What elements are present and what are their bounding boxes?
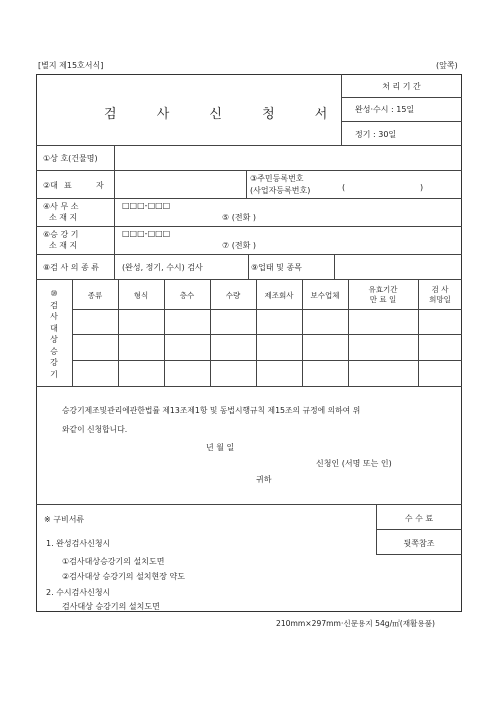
resident-no-open: (: [342, 183, 346, 192]
column-header-wish-date-l2: 희망일: [429, 295, 451, 304]
business-type-label: ⑨업태 및 종목: [251, 263, 302, 272]
line: [36, 504, 462, 505]
form-title: 검 사 신 청 서: [104, 107, 346, 122]
column-header-maintenance-company: 보수업체: [310, 291, 340, 300]
document-item-2a: 검사대상 승강기의 설치도면: [62, 602, 160, 611]
line: [334, 254, 335, 279]
processing-periodic: 정기 : 30일: [355, 130, 397, 139]
column-header-wish-date-l1: 검 사: [431, 285, 449, 294]
business-reg-no-label: (사업자등록번호): [250, 186, 311, 195]
paper-spec-footer: 210mm×297mm·신문용지 54g/㎡(재활용품): [276, 619, 436, 628]
trade-name-field[interactable]: [116, 148, 460, 168]
representative-label-1: ②대: [43, 181, 58, 190]
line: [36, 145, 462, 146]
document-item-1b: ②검사대상 승강기의 설치현장 약도: [62, 572, 185, 581]
document-item-1a: ①검사대상승강기의 설치도면: [62, 557, 165, 566]
applicant-signature[interactable]: 신청인 (서명 또는 인): [316, 459, 392, 468]
line: [36, 170, 462, 171]
office-label-1: ④사 무 소: [43, 202, 79, 211]
lift-location-label-1: ⑥승 강 기: [43, 230, 79, 239]
line: [36, 279, 462, 280]
form-number: [별지 제15호서식]: [38, 61, 104, 70]
document-item-1: 1. 완성검사신청시: [46, 539, 111, 548]
representative-field[interactable]: [116, 172, 244, 196]
addressee: 귀하: [256, 475, 272, 484]
line: [376, 529, 462, 530]
column-header-type: 종류: [87, 291, 103, 300]
inspection-type-value[interactable]: (완성, 정기, 수시) 검사: [122, 263, 203, 272]
line: [36, 198, 462, 199]
line: [114, 254, 115, 279]
representative-label-2: 표: [64, 181, 72, 190]
application-date[interactable]: 년 월 일: [206, 443, 235, 452]
office-zip-code[interactable]: □□□-□□□: [122, 201, 171, 210]
trade-name-label: ①상 호(건물명): [43, 154, 98, 163]
table-row[interactable]: [73, 310, 461, 334]
required-documents-heading: ※ 구비서류: [44, 515, 85, 524]
column-header-model: 형식: [133, 291, 149, 300]
line: [248, 254, 249, 279]
column-header-floors: 층수: [179, 291, 195, 300]
column-header-quantity: 수량: [225, 291, 241, 300]
office-phone[interactable]: ⑤ (전화 ): [222, 213, 256, 222]
column-header-validity-l1: 유효기간: [368, 285, 398, 294]
line: [341, 121, 462, 122]
resident-no-field[interactable]: [350, 180, 416, 194]
column-header-validity-l2: 만 료 일: [369, 295, 397, 304]
line: [114, 226, 115, 254]
line: [114, 170, 115, 198]
table-row[interactable]: [73, 361, 461, 386]
representative-label-3: 자: [96, 181, 104, 190]
inspection-target-lift-label: ⑩ 검 사 대 상 승 강 기: [50, 289, 58, 379]
resident-no-close: ): [420, 183, 424, 192]
office-label-2: 소 재 지: [49, 213, 78, 222]
line: [341, 97, 462, 98]
line: [114, 198, 115, 226]
line: [376, 554, 462, 555]
lift-zip-code[interactable]: □□□-□□□: [122, 229, 171, 238]
resident-no-label: ③주민등록번호: [250, 174, 304, 183]
statement-line-2: 와같이 신청합니다.: [62, 425, 128, 434]
line: [36, 386, 462, 387]
table-row[interactable]: [73, 335, 461, 360]
business-type-field[interactable]: [336, 257, 460, 277]
lift-phone[interactable]: ⑦ (전화 ): [222, 241, 256, 250]
lift-location-label-2: 소 재 지: [49, 241, 78, 250]
processing-complete: 완성·수시 : 15일: [355, 105, 415, 114]
statement-line-1: 승강기제조및관리에관한법률 제13조제1항 및 동법시행규칙 제15조의 규정에 의하여 위: [62, 406, 361, 415]
fee-value: 뒷쪽참조: [403, 539, 435, 548]
column-header-manufacturer: 제조회사: [264, 291, 294, 300]
document-item-2: 2. 수시검사신청시: [46, 588, 111, 597]
inspection-type-label: ⑧검 사 의 종 류: [43, 263, 99, 272]
fee-heading: 수 수 료: [404, 514, 434, 523]
processing-period-heading: 처 리 기 간: [382, 82, 421, 91]
line: [246, 170, 247, 198]
line: [36, 226, 462, 227]
line: [36, 254, 462, 255]
line: [114, 145, 115, 170]
page-side-label: (앞쪽): [436, 61, 458, 70]
